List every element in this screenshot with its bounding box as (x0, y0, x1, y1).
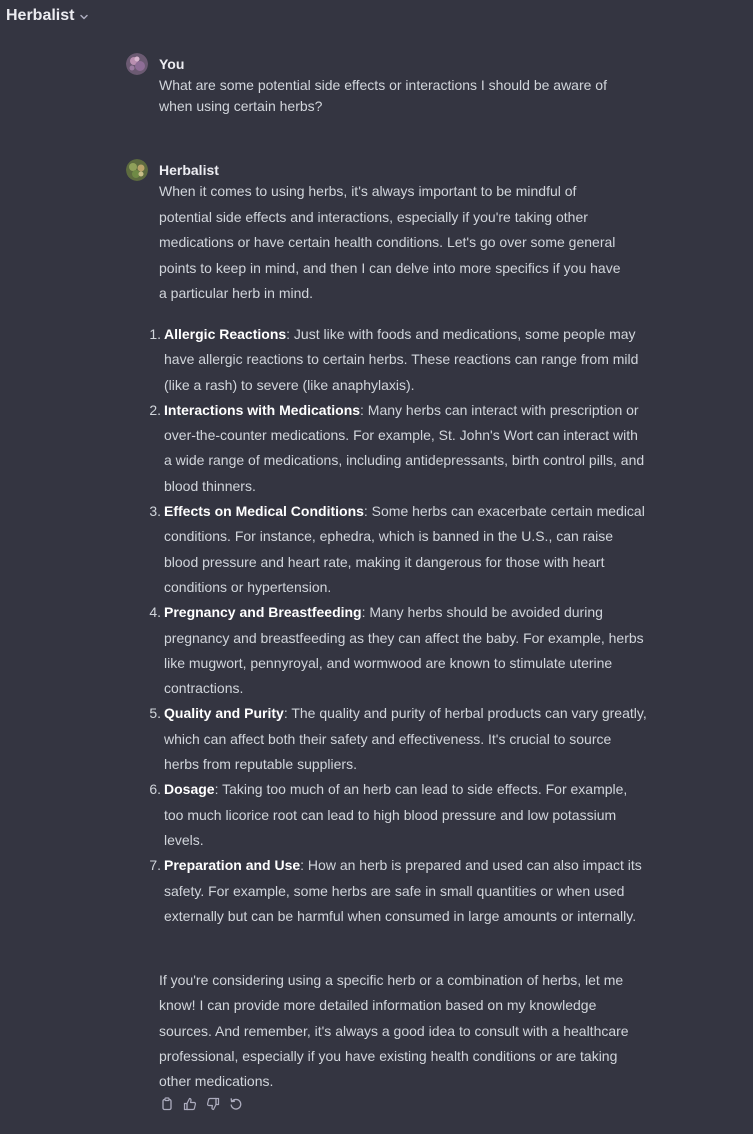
list-item-text: : Some herbs can exacerbate certain medical conditions. For instance, ephedra, which is banned in the U.S., can raise blood pressure and heart rate, making it dangerous for those with heart conditions or hypertension. (164, 503, 645, 595)
list-item-text: : The quality and purity of herbal products can vary greatly, which can affect both their safety and effectiveness. It's crucial to source herbs from reputable suppliers. (164, 705, 647, 773)
assistant-author-name: Herbalist (159, 162, 219, 178)
list-item-term: Preparation and Use (164, 857, 301, 874)
list-item (147, 322, 647, 398)
assistant-outro-text: If you're considering using a specific herb or a combination of herbs, let me know! I can provide more detailed information based on my knowledge sources. And remember, it's always a good idea to consult with a healthcare professional, especially if you have existing health conditions or are taking other medications. (159, 972, 629, 1090)
user-message-text: What are some potential side effects or interactions I should be aware of when using certain herbs? (159, 77, 607, 114)
list-item-number: 7. (149, 857, 161, 874)
message-actions (159, 1096, 244, 1112)
user-avatar (126, 53, 148, 75)
list-item-text: : How an herb is prepared and used can also impact its safety. For example, some herbs are safe in small quantities or when used externally but can be harmful when consumed in large amounts or internally. (164, 857, 642, 924)
list-item-term: Dosage (164, 781, 215, 798)
list-item-text: : Just like with foods and medications, some people may have allergic reactions to certain herbs. These reactions can range from mild (like a rash) to severe (like anaphylaxis). (164, 326, 639, 393)
list-item-number: 1. (149, 326, 161, 342)
list-item-number: 6. (149, 781, 161, 798)
gpt-selector-dropdown[interactable] (6, 4, 89, 28)
list-item (147, 701, 647, 777)
list-item-number: 5. (149, 705, 161, 722)
herbalist-avatar (126, 159, 148, 181)
list-item-term: Pregnancy and Breastfeeding (164, 604, 362, 621)
regenerate-icon[interactable] (228, 1096, 244, 1112)
list-item-text: : Taking too much of an herb can lead to side effects. For example, too much licorice root can lead to high blood pressure and low potassium levels. (164, 781, 628, 848)
list-item-text: : Many herbs should be avoided during pregnancy and breastfeeding as they can affect the baby. For example, herbs like mugwort, pennyroyal, and wormwood are known to stimulate uterine contractions. (164, 604, 644, 697)
chevron-down-icon (79, 12, 89, 22)
copy-icon[interactable] (159, 1096, 175, 1112)
list-item (147, 777, 647, 853)
list-item-number: 2. (149, 401, 161, 418)
side-effects-list (147, 322, 647, 929)
list-item (147, 853, 647, 929)
list-item-number: 3. (149, 503, 161, 520)
list-item-term: Effects on Medical Conditions (164, 503, 364, 520)
list-item (147, 398, 647, 499)
list-item-term: Allergic Reactions (164, 326, 287, 342)
thumbs-up-icon[interactable] (182, 1096, 198, 1112)
list-item-term: Interactions with Medications (164, 401, 361, 418)
thumbs-down-icon[interactable] (205, 1096, 221, 1112)
gpt-name-title: Herbalist (6, 7, 75, 24)
list-item-text: : Many herbs can interact with prescription or over-the-counter medications. For example, St. John's Wort can interact with a wide range of medications, including antidepressants, birth control pills, and blood thinners. (164, 401, 645, 494)
assistant-intro-text: When it comes to using herbs, it's always important to be mindful of potential side effects and interactions, especially if you're taking other medications or have certain health conditions. Let's go over some general points to keep in mind, and then I can delve into more specifics if you have a particular herb in mind. (159, 183, 621, 301)
list-item-term: Quality and Purity (164, 705, 284, 722)
list-item (147, 499, 647, 600)
user-author-name: You (159, 56, 185, 72)
list-item-number: 4. (149, 604, 161, 621)
list-item (147, 600, 647, 701)
